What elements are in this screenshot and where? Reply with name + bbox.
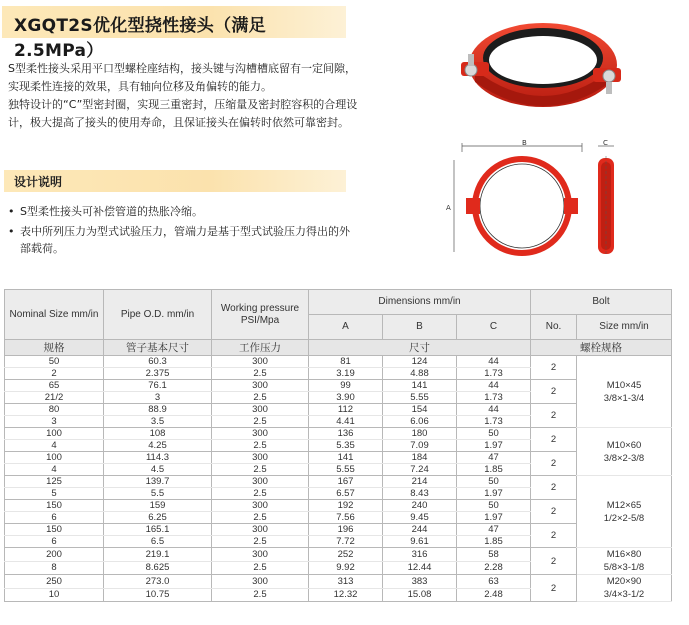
- table-cell: 47: [457, 452, 531, 464]
- table-cell: 114.3: [104, 452, 212, 464]
- bolt-size-metric: M10×45: [606, 379, 642, 391]
- table-cell: 219.1: [104, 548, 212, 562]
- table-cell: 50: [457, 428, 531, 440]
- table-cell: 4.88: [383, 368, 457, 380]
- table-cell: 3.19: [309, 368, 383, 380]
- table-cell: 2.5: [212, 368, 309, 380]
- design-bullets: [8, 203, 358, 260]
- table-cell: 1.85: [457, 464, 531, 476]
- col-cn-pressure: 工作压力: [212, 340, 309, 356]
- dimension-drawing: [438, 140, 628, 260]
- intro-paragraph: 独特设计的“C”型密封圈，实现三重密封，压缩量及密封腔容积的合理设计，极大提高了接头的使用寿命，且保证接头在偏转时依然可靠密封。: [8, 98, 358, 129]
- table-cell: 316: [383, 548, 457, 562]
- table-cell: 7.09: [383, 440, 457, 452]
- spec-table-body: [5, 356, 672, 602]
- bolt-count-cell: 2: [531, 575, 577, 602]
- table-cell: 2.5: [212, 561, 309, 575]
- table-cell: 180: [383, 428, 457, 440]
- bolt-size-metric: M12×65: [606, 499, 642, 511]
- table-cell: 6: [5, 512, 104, 524]
- table-cell: 3.90: [309, 392, 383, 404]
- table-cell: 1.73: [457, 368, 531, 380]
- table-cell: 10: [5, 588, 104, 602]
- table-cell: 9.61: [383, 536, 457, 548]
- table-row: [5, 380, 672, 392]
- table-cell: 165.1: [104, 524, 212, 536]
- bolt-count-cell: 2: [531, 524, 577, 548]
- table-cell: 7.56: [309, 512, 383, 524]
- bolt-size-cell: [577, 428, 672, 476]
- bolt-size-imperial: 3/8×1-3/4: [603, 392, 645, 404]
- col-nominal-size: Nominal Size mm/in: [5, 290, 104, 340]
- table-cell: 47: [457, 524, 531, 536]
- table-cell: 141: [383, 380, 457, 392]
- table-cell: 5: [5, 488, 104, 500]
- table-cell: 300: [212, 476, 309, 488]
- table-row: [5, 500, 672, 512]
- coupling-photo: [455, 10, 625, 125]
- bullet-item: • S型柔性接头可补偿管道的热胀冷缩。: [8, 203, 358, 220]
- table-cell: 2.48: [457, 588, 531, 602]
- table-cell: 5.35: [309, 440, 383, 452]
- col-pipe-od: Pipe O.D. mm/in: [104, 290, 212, 340]
- table-cell: 184: [383, 452, 457, 464]
- table-cell: 65: [5, 380, 104, 392]
- table-cell: 1.97: [457, 488, 531, 500]
- table-cell: 300: [212, 404, 309, 416]
- col-cn-bolt: 螺栓规格: [531, 340, 672, 356]
- dim-b-label: B: [522, 140, 527, 147]
- table-cell: 2.375: [104, 368, 212, 380]
- table-cell: 124: [383, 356, 457, 368]
- table-cell: 2: [5, 368, 104, 380]
- table-cell: 4.41: [309, 416, 383, 428]
- table-row: [5, 548, 672, 562]
- table-row: [5, 356, 672, 368]
- table-cell: 141: [309, 452, 383, 464]
- bolt-count-cell: 2: [531, 428, 577, 452]
- title-bar: [2, 6, 346, 61]
- table-row: [5, 452, 672, 464]
- bolt-count-cell: 2: [531, 380, 577, 404]
- table-cell: 313: [309, 575, 383, 589]
- table-cell: 12.32: [309, 588, 383, 602]
- table-cell: 300: [212, 575, 309, 589]
- col-dimensions: Dimensions mm/in: [309, 290, 531, 315]
- table-cell: 58: [457, 548, 531, 562]
- table-cell: 81: [309, 356, 383, 368]
- table-cell: 108: [104, 428, 212, 440]
- table-cell: 196: [309, 524, 383, 536]
- table-cell: 15.08: [383, 588, 457, 602]
- table-cell: 139.7: [104, 476, 212, 488]
- table-cell: 1.97: [457, 440, 531, 452]
- table-cell: 112: [309, 404, 383, 416]
- bolt-size-cell: [577, 548, 672, 575]
- table-cell: 300: [212, 500, 309, 512]
- col-dim-c: C: [457, 315, 531, 340]
- bolt-size-imperial: 1/2×2-5/8: [603, 512, 645, 524]
- table-cell: 2.28: [457, 561, 531, 575]
- table-cell: 154: [383, 404, 457, 416]
- table-cell: 2.5: [212, 588, 309, 602]
- bolt-size-imperial: 3/8×2-3/8: [603, 452, 645, 464]
- table-cell: 1.97: [457, 512, 531, 524]
- bolt-count-cell: 2: [531, 548, 577, 575]
- table-row: [5, 404, 672, 416]
- bolt-size-cell: [577, 476, 672, 548]
- table-cell: 200: [5, 548, 104, 562]
- dim-c-label: C: [603, 140, 608, 147]
- table-cell: 44: [457, 404, 531, 416]
- table-cell: 4.25: [104, 440, 212, 452]
- table-cell: 250: [5, 575, 104, 589]
- bolt-size-imperial: 3/4×3-1/2: [603, 589, 645, 600]
- spec-table: [4, 289, 672, 602]
- table-cell: 383: [383, 575, 457, 589]
- table-cell: 4.5: [104, 464, 212, 476]
- table-cell: 8.43: [383, 488, 457, 500]
- table-cell: 5.55: [383, 392, 457, 404]
- bolt-size-cell: [577, 575, 672, 602]
- table-cell: 300: [212, 428, 309, 440]
- table-cell: 2.5: [212, 512, 309, 524]
- table-cell: 80: [5, 404, 104, 416]
- table-cell: 60.3: [104, 356, 212, 368]
- table-cell: 2.5: [212, 464, 309, 476]
- table-row: [5, 428, 672, 440]
- table-row: [5, 575, 672, 589]
- bolt-count-cell: 2: [531, 476, 577, 500]
- col-bolt-size: Size mm/in: [577, 315, 672, 340]
- design-section-heading: 设计说明: [14, 175, 63, 189]
- table-cell: 100: [5, 452, 104, 464]
- table-cell: 192: [309, 500, 383, 512]
- table-cell: 50: [5, 356, 104, 368]
- table-cell: 3: [5, 416, 104, 428]
- col-dim-a: A: [309, 315, 383, 340]
- bolt-size-metric: M16×80: [606, 549, 642, 560]
- col-cn-dimensions: 尺寸: [309, 340, 531, 356]
- col-cn-pipe-od: 管子基本尺寸: [104, 340, 212, 356]
- bullet-item: • 表中所列压力为型式试验压力，管端力是基于型式试验压力得出的外部载荷。: [8, 223, 358, 257]
- table-cell: 252: [309, 548, 383, 562]
- table-cell: 44: [457, 356, 531, 368]
- table-cell: 6: [5, 536, 104, 548]
- table-cell: 8.625: [104, 561, 212, 575]
- table-cell: 150: [5, 524, 104, 536]
- table-cell: 6.06: [383, 416, 457, 428]
- table-cell: 136: [309, 428, 383, 440]
- table-cell: 2.5: [212, 488, 309, 500]
- table-cell: 300: [212, 524, 309, 536]
- col-bolt: Bolt: [531, 290, 672, 315]
- bolt-count-cell: 2: [531, 404, 577, 428]
- table-cell: 9.92: [309, 561, 383, 575]
- page-title: XGQT2S优化型挠性接头（满足2.5MPa）: [14, 16, 266, 61]
- table-cell: 1.85: [457, 536, 531, 548]
- col-dim-b: B: [383, 315, 457, 340]
- bolt-count-cell: 2: [531, 500, 577, 524]
- table-cell: 7.24: [383, 464, 457, 476]
- table-cell: 3: [104, 392, 212, 404]
- table-cell: 99: [309, 380, 383, 392]
- table-cell: 273.0: [104, 575, 212, 589]
- table-cell: 125: [5, 476, 104, 488]
- table-cell: 2.5: [212, 440, 309, 452]
- table-cell: 50: [457, 476, 531, 488]
- table-cell: 150: [5, 500, 104, 512]
- table-cell: 76.1: [104, 380, 212, 392]
- table-cell: 9.45: [383, 512, 457, 524]
- table-cell: 1.73: [457, 416, 531, 428]
- dim-a-label: A: [446, 204, 451, 212]
- bolt-size-cell: [577, 356, 672, 428]
- table-cell: 159: [104, 500, 212, 512]
- table-cell: 63: [457, 575, 531, 589]
- table-cell: 50: [457, 500, 531, 512]
- table-cell: 1.73: [457, 392, 531, 404]
- intro-text: [8, 60, 358, 132]
- table-cell: 300: [212, 548, 309, 562]
- table-cell: 5.5: [104, 488, 212, 500]
- table-cell: 2.5: [212, 536, 309, 548]
- table-cell: 100: [5, 428, 104, 440]
- table-cell: 300: [212, 356, 309, 368]
- bolt-count-cell: 2: [531, 452, 577, 476]
- table-cell: 10.75: [104, 588, 212, 602]
- table-cell: 2.5: [212, 392, 309, 404]
- table-cell: 88.9: [104, 404, 212, 416]
- table-cell: 7.72: [309, 536, 383, 548]
- table-cell: 44: [457, 380, 531, 392]
- table-cell: 167: [309, 476, 383, 488]
- table-cell: 12.44: [383, 561, 457, 575]
- table-row: [5, 524, 672, 536]
- table-cell: 6.25: [104, 512, 212, 524]
- table-cell: 300: [212, 380, 309, 392]
- col-working-pressure: Working pressure PSI/Mpa: [212, 290, 309, 340]
- table-cell: 21/2: [5, 392, 104, 404]
- col-bolt-no: No.: [531, 315, 577, 340]
- bolt-count-cell: 2: [531, 356, 577, 380]
- bolt-size-metric: M20×90: [606, 576, 642, 587]
- table-cell: 300: [212, 452, 309, 464]
- table-cell: 4: [5, 440, 104, 452]
- table-cell: 6.5: [104, 536, 212, 548]
- table-cell: 3.5: [104, 416, 212, 428]
- design-section-heading-bar: [4, 170, 346, 192]
- table-cell: 6.57: [309, 488, 383, 500]
- table-cell: 8: [5, 561, 104, 575]
- bolt-size-imperial: 5/8×3-1/8: [603, 562, 645, 573]
- table-cell: 5.55: [309, 464, 383, 476]
- col-cn-nominal: 规格: [5, 340, 104, 356]
- table-row: [5, 476, 672, 488]
- table-cell: 4: [5, 464, 104, 476]
- table-cell: 240: [383, 500, 457, 512]
- intro-paragraph: S型柔性接头采用平口型螺栓座结构，接头键与沟槽槽底留有一定间隙，实现柔性连接的效果，具有轴向位移及角偏转的能力。: [8, 62, 356, 93]
- table-cell: 214: [383, 476, 457, 488]
- table-cell: 244: [383, 524, 457, 536]
- table-cell: 2.5: [212, 416, 309, 428]
- bolt-size-metric: M10×60: [606, 439, 642, 451]
